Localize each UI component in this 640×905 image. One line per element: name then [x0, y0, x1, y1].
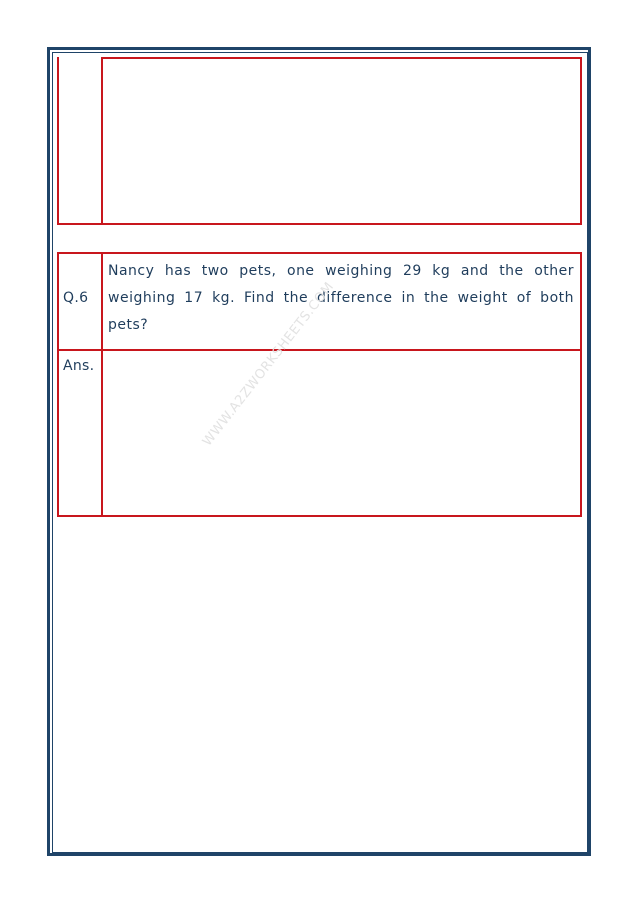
prev-answer-box: [101, 57, 582, 225]
answer-label-cell: [57, 349, 103, 517]
question-text: Nancy has two pets, one weighing 29 kg and the other weighing 17 kg. Find the difference in the weight of both pets?: [108, 263, 574, 333]
question-number: Q.6: [63, 290, 89, 306]
prev-answer-left-rule: [57, 57, 59, 225]
answer-label: Ans.: [63, 358, 95, 374]
watermark: WWW.A2ZWORKSHEETS.COM: [200, 279, 338, 450]
prev-answer-bottom-rule: [57, 223, 103, 225]
answer-box[interactable]: [101, 349, 582, 517]
